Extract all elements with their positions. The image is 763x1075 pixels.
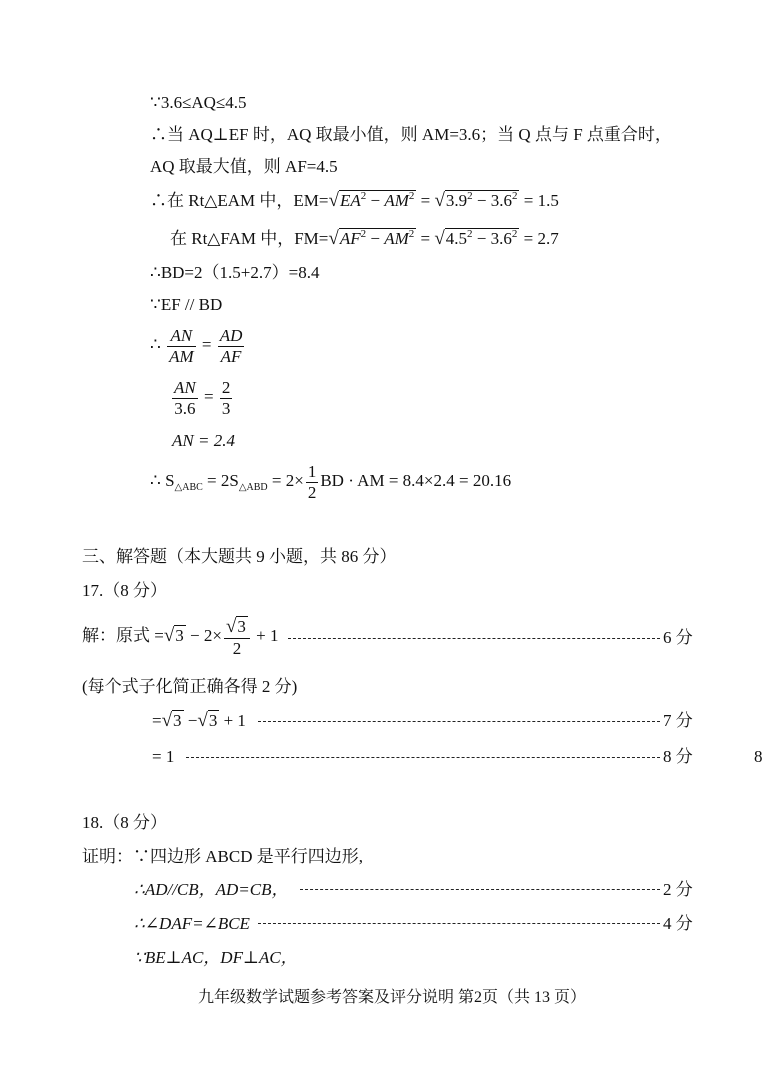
proof-line-8: ∴ $\frac{AN}{AM}$ = $\frac{AD}{AF}$: [150, 326, 243, 366]
q18-line-3: ∴∠DAF=∠BCE: [134, 914, 250, 933]
proof-line-7: ∵EF // BD: [150, 295, 223, 314]
q18-line-4: ∵BE⊥AC，DF⊥AC，: [134, 948, 298, 967]
page-footer: 九年级数学试题参考答案及评分说明 第2页（共 13 页）: [198, 989, 587, 1006]
q17-title: 17.（8 分）: [82, 581, 167, 600]
proof-line-8-prefix: ∴: [150, 334, 161, 354]
fraction-2-3: $\frac{2}{3}$: [221, 378, 231, 418]
proof-line-4: ∴在 Rt△EAM 中，$EM=√EA^2 - AM^2 = √3.9^2 - 3.6^2 = 1.5$: [150, 190, 559, 211]
fraction-ad-af: $\frac{AD}{AF}$: [219, 326, 243, 366]
q17-score-1: 6 分: [663, 628, 693, 647]
proof-line-2: ∴当 AQ⊥EF 时，AQ 取最小值，则 AM=3.6；当 Q 点与 F 点重合时，: [150, 125, 672, 144]
edge-mark: 8: [754, 747, 763, 766]
fraction-one-half: $\frac{1}{2}$: [307, 462, 317, 502]
q17-score-2: 7 分: [663, 711, 693, 730]
fraction-an-3-6: $\frac{AN}{3.6}$: [174, 378, 196, 418]
dotted-leader: [258, 923, 660, 924]
q18-score-2: 4 分: [663, 914, 693, 933]
q17-solution-line-1: 解：原式 =√3 − 2× $\frac{√3}{2}$ + 1: [82, 616, 279, 658]
q18-line-1: 证明：∵四边形 ABCD 是平行四边形,: [82, 847, 363, 866]
proof-line-4-result: = 1.5: [523, 191, 559, 210]
proof-line-9: $\frac{AN}{3.6}$ = $\frac{2}{3}$: [174, 378, 231, 418]
q18-title: 18.（8 分）: [82, 813, 167, 832]
dotted-leader: [288, 638, 660, 639]
dotted-leader: [300, 889, 660, 890]
q17-step-2: =√3 −√3 + 1: [152, 710, 246, 731]
fraction-sqrt3-over-2: $\frac{√3}{2}$: [224, 616, 250, 658]
section-title: 三、解答题（本大题共 9 小题，共 86 分）: [82, 547, 397, 566]
q18-score-1: 2 分: [663, 880, 693, 899]
proof-line-4-prefix: ∴在 Rt△EAM 中，EM=: [150, 191, 329, 210]
proof-line-3: AQ 取最大值，则 AF=4.5: [150, 157, 338, 176]
q18-line-2: ∴AD//CB，AD=CB，: [134, 880, 289, 899]
proof-line-5-prefix: 在 Rt△FAM 中，FM=: [170, 229, 329, 248]
dotted-leader: [258, 721, 660, 722]
proof-line-10: AN = 2.4: [172, 431, 235, 450]
fraction-an-am: $\frac{AN}{AM}$: [169, 326, 194, 366]
proof-line-11: ∴ $S_{\triangle ABC} = 2S_{\triangle ABD} = 2\times$ $\frac{1}{2}$ BD · AM = 8.4×2.4 = 20.16: [150, 462, 512, 502]
proof-line-1: ∵3.6≤AQ≤4.5: [150, 93, 247, 112]
q17-note: (每个式子化简正确各得 2 分): [82, 677, 298, 696]
proof-line-5-result: = 2.7: [523, 229, 559, 248]
proof-line-5: 在 Rt△FAM 中，$FM=√AF^2 - AM^2 = √4.5^2 - 3.6^2 = 2.7$: [170, 228, 559, 249]
proof-line-6: ∴BD=2（1.5+2.7）=8.4: [150, 263, 320, 282]
q17-score-3: 8 分: [663, 747, 693, 766]
q17-step-3: = 1: [152, 747, 175, 766]
dotted-leader: [186, 757, 660, 758]
